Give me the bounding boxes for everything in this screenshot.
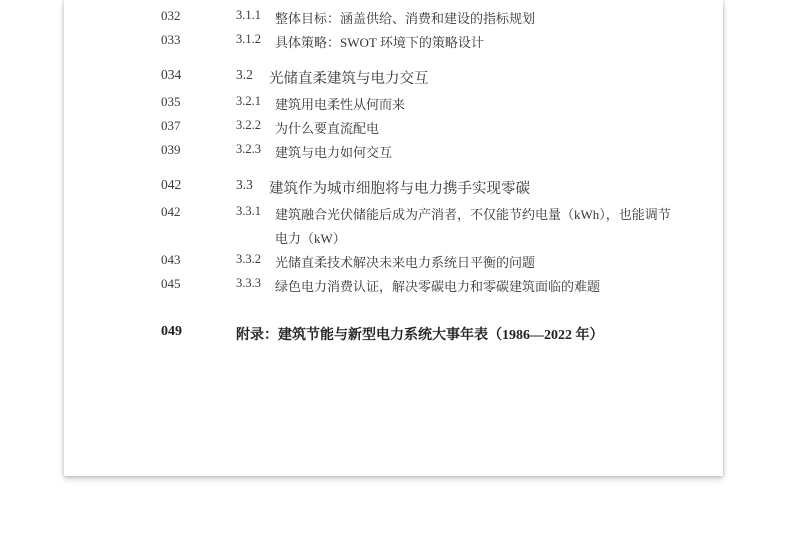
toc-section-number: 3.3 [236, 177, 253, 192]
toc-page-number: 042 [161, 177, 182, 192]
toc-entry[interactable] [64, 8, 723, 28]
toc-page-number: 032 [161, 8, 181, 23]
toc-title: 光储直柔建筑与电力交互 [269, 71, 429, 87]
toc-title: 具体策略：SWOT 环境下的策略设计 [275, 35, 484, 50]
toc-page-number: 042 [161, 204, 181, 219]
toc-entry[interactable] [64, 32, 723, 52]
toc-title: 建筑与电力如何交互 [275, 145, 393, 160]
toc-section-number: 3.2.1 [236, 94, 261, 108]
toc-entry[interactable] [64, 276, 723, 296]
toc-title: 光储直柔技术解决未来电力系统日平衡的问题 [275, 255, 536, 270]
toc-section-number: 3.2 [236, 67, 253, 82]
toc-section-number: 3.1.2 [236, 32, 261, 46]
toc-title: 绿色电力消费认证，解决零碳电力和零碳建筑面临的难题 [275, 279, 601, 294]
toc-section-number: 3.3.1 [236, 204, 261, 218]
toc-title: 附录：建筑节能与新型电力系统大事年表（1986—2022 年） [236, 328, 604, 343]
toc-entry[interactable] [64, 94, 723, 114]
toc-page-number: 035 [161, 94, 181, 109]
toc-title-continuation: 电力（kW） [275, 231, 346, 246]
toc-title: 建筑融合光伏储能后成为产消者，不仅能节约电量（kWh），也能调节 [275, 207, 671, 222]
toc-entry[interactable] [64, 204, 723, 248]
toc-section-heading[interactable] [64, 67, 723, 87]
toc-entry[interactable] [64, 118, 723, 138]
toc-page-number: 045 [161, 276, 181, 291]
toc-page-number: 043 [161, 252, 181, 267]
toc-page-number: 049 [161, 324, 182, 339]
toc-section-heading[interactable] [64, 177, 723, 197]
toc-section-number: 3.2.2 [236, 118, 261, 132]
toc-page-number: 034 [161, 67, 182, 82]
toc-entry[interactable] [64, 142, 723, 162]
toc-title: 为什么要直流配电 [275, 121, 380, 136]
toc-page-number: 039 [161, 142, 181, 157]
toc-section-number: 3.1.1 [236, 8, 261, 22]
toc-section-number: 3.3.3 [236, 276, 261, 290]
toc-appendix-entry[interactable] [64, 324, 723, 344]
document-page [64, 0, 723, 476]
toc-section-number: 3.3.2 [236, 252, 261, 266]
toc-page-number: 037 [161, 118, 181, 133]
toc-title: 建筑用电柔性从何而来 [275, 97, 406, 112]
toc-entry[interactable] [64, 252, 723, 272]
toc-section-number: 3.2.3 [236, 142, 261, 156]
toc-page-number: 033 [161, 32, 181, 47]
toc-title: 建筑作为城市细胞将与电力携手实现零碳 [269, 181, 530, 197]
toc-title: 整体目标：涵盖供给、消费和建设的指标规划 [275, 11, 536, 26]
